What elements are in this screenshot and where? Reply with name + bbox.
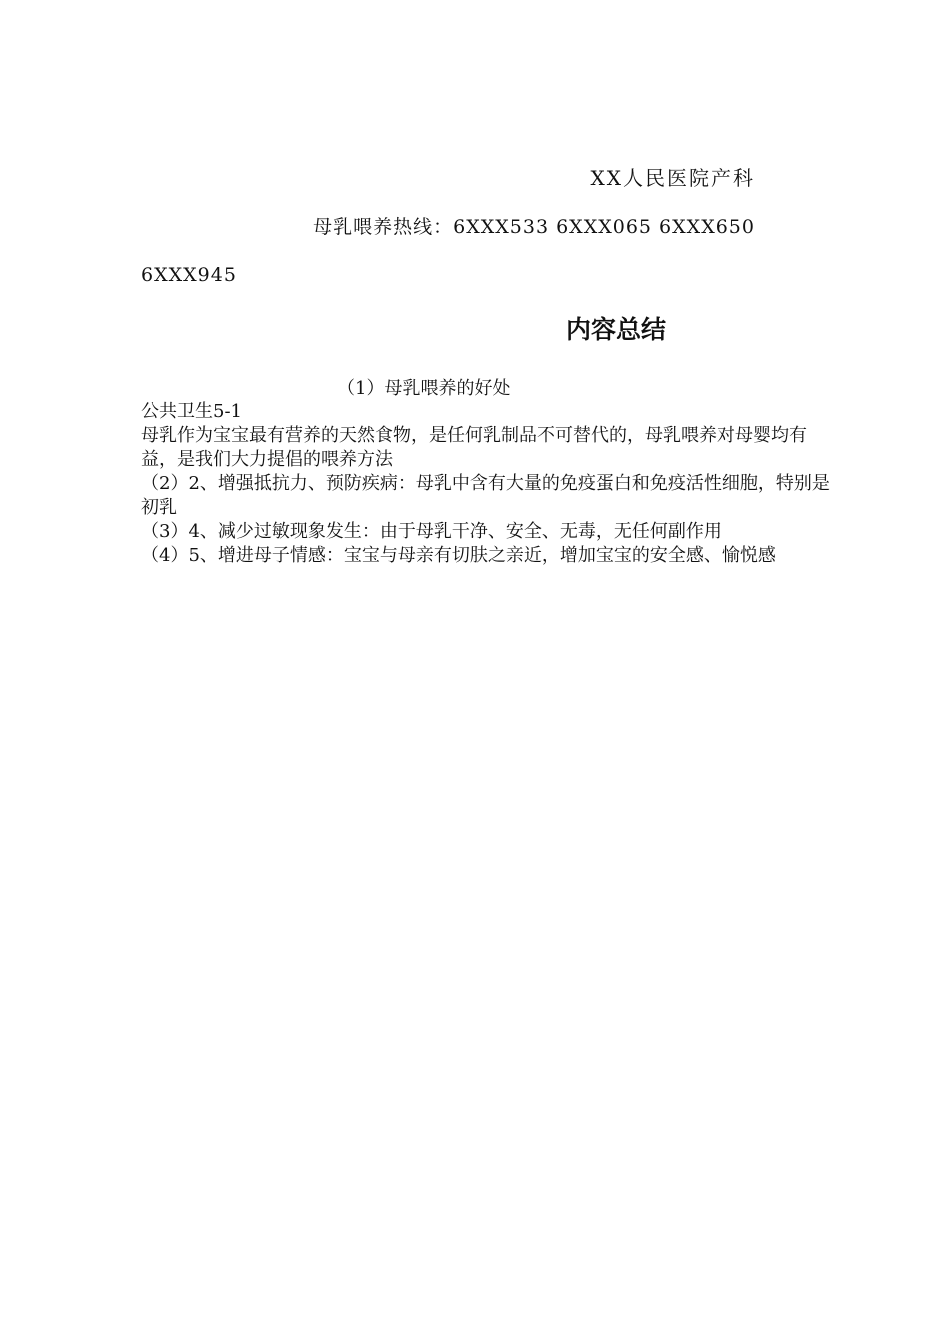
summary-line-intro: 母乳作为宝宝最有营养的天然食物，是任何乳制品不可替代的，母乳喂养对母婴均有益，是我们大力提倡的喂养方法 [141, 425, 807, 470]
summary-body [141, 400, 831, 568]
summary-line-immunity: （2）2、增强抵抗力、预防疾病：母乳中含有大量的免疫蛋白和免疫活性细胞，特别是初乳 [141, 473, 830, 518]
summary-line-allergy: （3）4、减少过敏现象发生：由于母乳干净、安全、无毒，无任何副作用 [141, 521, 722, 542]
summary-title: 内容总结 [566, 315, 667, 344]
summary-line-course: 公共卫生5-1 [141, 401, 242, 422]
summary-subtitle: （1）母乳喂养的好处 [337, 378, 511, 399]
breastfeeding-hotline: 母乳喂养热线：6XXX533 6XXX065 6XXX650 [313, 216, 755, 238]
hospital-department: XX人民医院产科 [590, 166, 755, 190]
hotline-continuation: 6XXX945 [141, 264, 237, 286]
summary-line-bonding: （4）5、增进母子情感：宝宝与母亲有切肤之亲近，增加宝宝的安全感、愉悦感 [141, 545, 776, 566]
